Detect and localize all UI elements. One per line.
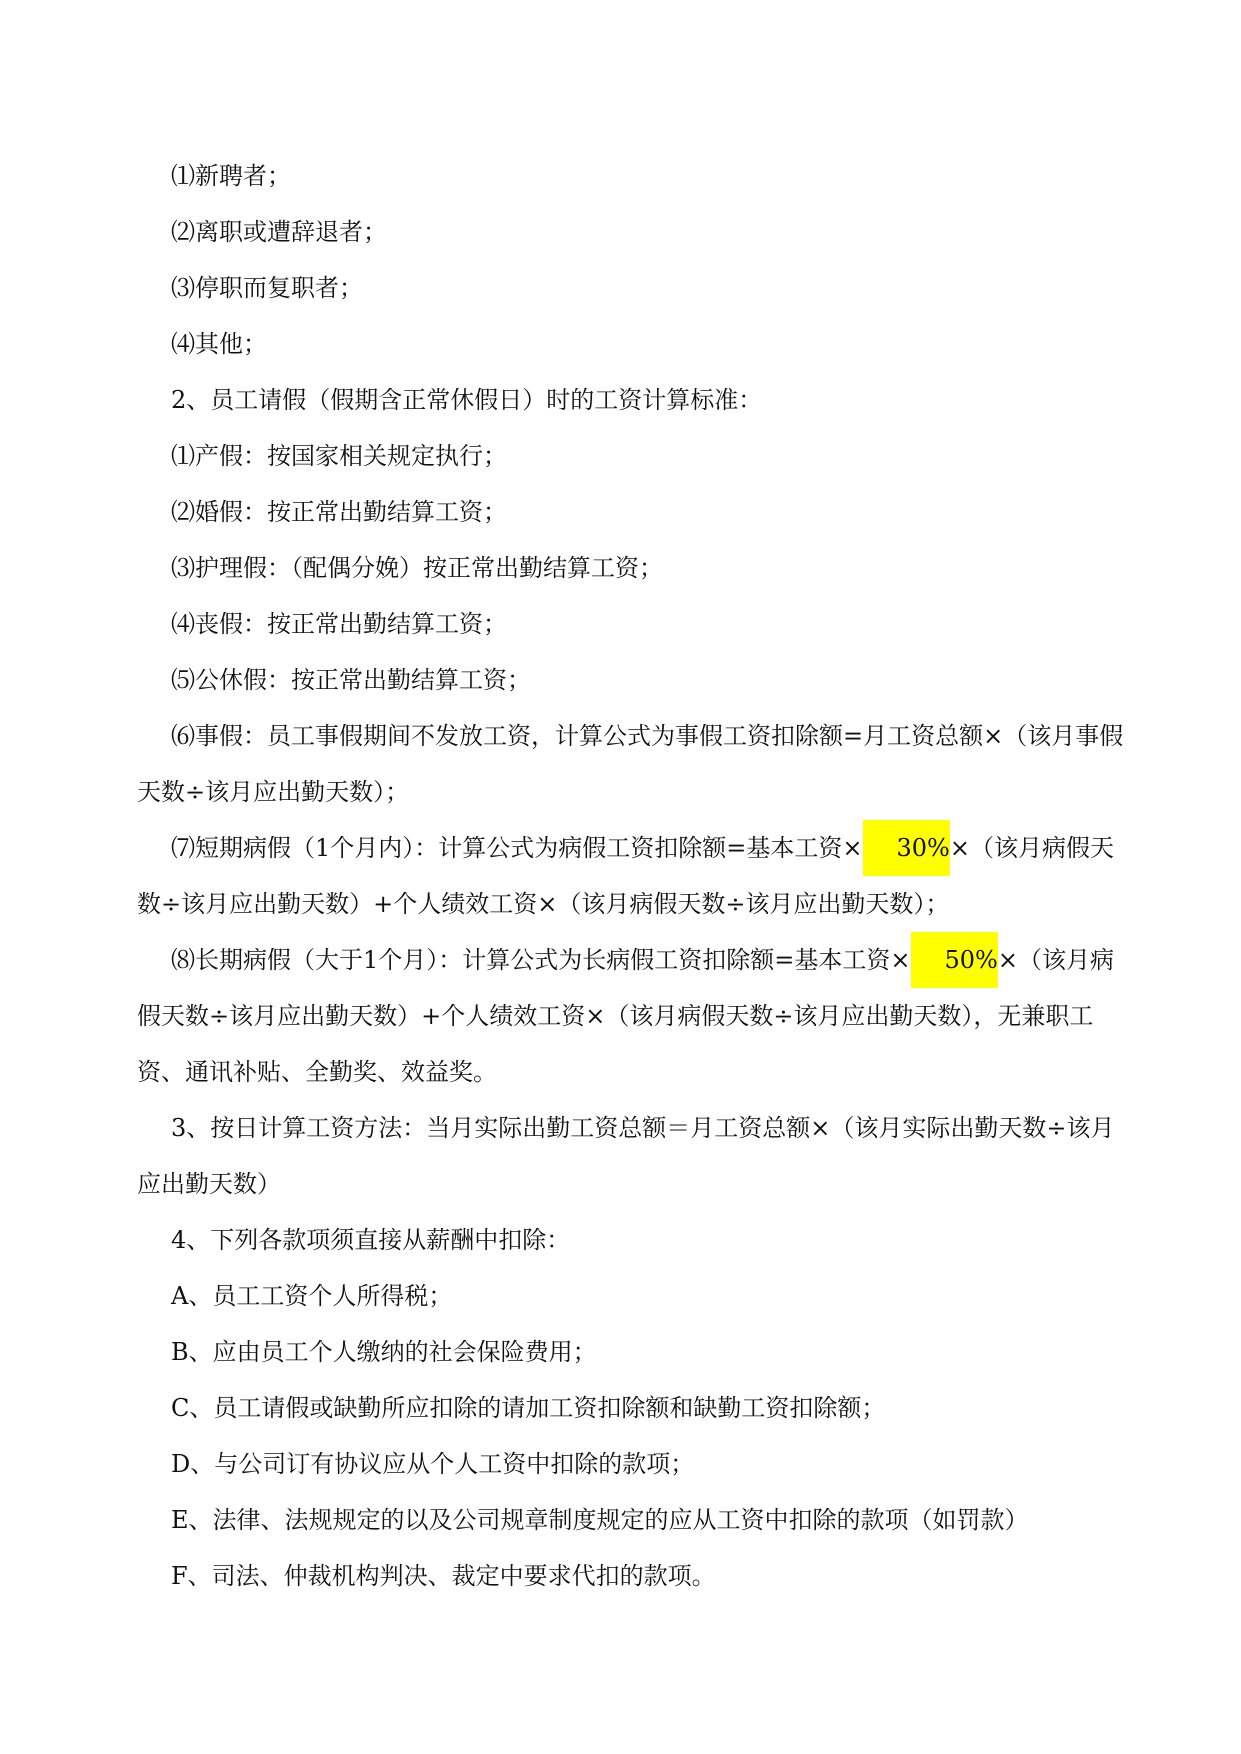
deduction-item-f: F、司法、仲裁机构判决、裁定中要求代扣的款项。 bbox=[171, 1562, 716, 1590]
section-leave-pay: 2、员工请假（假期含正常休假日）时的工资计算标准： bbox=[171, 386, 763, 414]
list-item-maternity: ⑴产假：按国家相关规定执行； bbox=[171, 442, 507, 470]
short-sick-leave-text-before: ⑺短期病假（1个月内）：计算公式为病假工资扣除额=基本工资× bbox=[171, 834, 863, 862]
list-item-marriage: ⑵婚假：按正常出勤结算工资； bbox=[171, 498, 507, 526]
list-item-other: ⑷其他； bbox=[171, 330, 267, 358]
list-item-bereavement: ⑷丧假：按正常出勤结算工资； bbox=[171, 610, 507, 638]
section-daily-pay-method: 3、按日计算工资方法：当月实际出勤工资总额＝月工资总额×（该月实际出勤天数÷该月应出勤天数） bbox=[137, 1114, 1115, 1198]
deduction-item-b: B、应由员工个人缴纳的社会保险费用； bbox=[171, 1338, 597, 1366]
list-item-personal-leave: ⑹事假：员工事假期间不发放工资，计算公式为事假工资扣除额=月工资总额×（该月事假天数÷该月应出勤天数）； bbox=[137, 722, 1124, 806]
list-item-public-holiday: ⑸公休假：按正常出勤结算工资； bbox=[171, 666, 531, 694]
list-item-new-hire: ⑴新聘者； bbox=[171, 162, 291, 190]
list-item-resignation: ⑵离职或遭辞退者； bbox=[171, 218, 387, 246]
deduction-item-d: D、与公司订有协议应从个人工资中扣除的款项； bbox=[171, 1450, 695, 1478]
short-sick-leave-text-after: ×（该月病假天数÷该月应出勤天数）+个人绩效工资×（该月病假天数÷该月应出勤天数）； bbox=[137, 834, 1114, 918]
list-item-reinstatement: ⑶停职而复职者； bbox=[171, 274, 363, 302]
deduction-item-e: E、法律、法规规定的以及公司规章制度规定的应从工资中扣除的款项（如罚款） bbox=[171, 1506, 1029, 1534]
long-sick-leave-text-after: ×（该月病假天数÷该月应出勤天数）+个人绩效工资×（该月病假天数÷该月应出勤天数），无兼职工资、通讯补贴、全勤奖、效益奖。 bbox=[137, 946, 1114, 1086]
document-body bbox=[137, 148, 1127, 1604]
list-item-nursing: ⑶护理假：（配偶分娩）按正常出勤结算工资； bbox=[171, 554, 663, 582]
section-deductions: 4、下列各款项须直接从薪酬中扣除： bbox=[171, 1226, 571, 1254]
deduction-item-c: C、员工请假或缺勤所应扣除的请加工资扣除额和缺勤工资扣除额； bbox=[171, 1394, 886, 1422]
deduction-item-a: A、员工工资个人所得税； bbox=[171, 1282, 453, 1310]
list-item-long-sick-leave bbox=[137, 932, 1127, 1100]
highlight-50-percent: 50% bbox=[911, 932, 998, 988]
long-sick-leave-text-before: ⑻长期病假（大于1个月）：计算公式为长病假工资扣除额=基本工资× bbox=[171, 946, 911, 974]
highlight-30-percent: 30% bbox=[863, 820, 950, 876]
list-item-short-sick-leave bbox=[137, 820, 1127, 932]
